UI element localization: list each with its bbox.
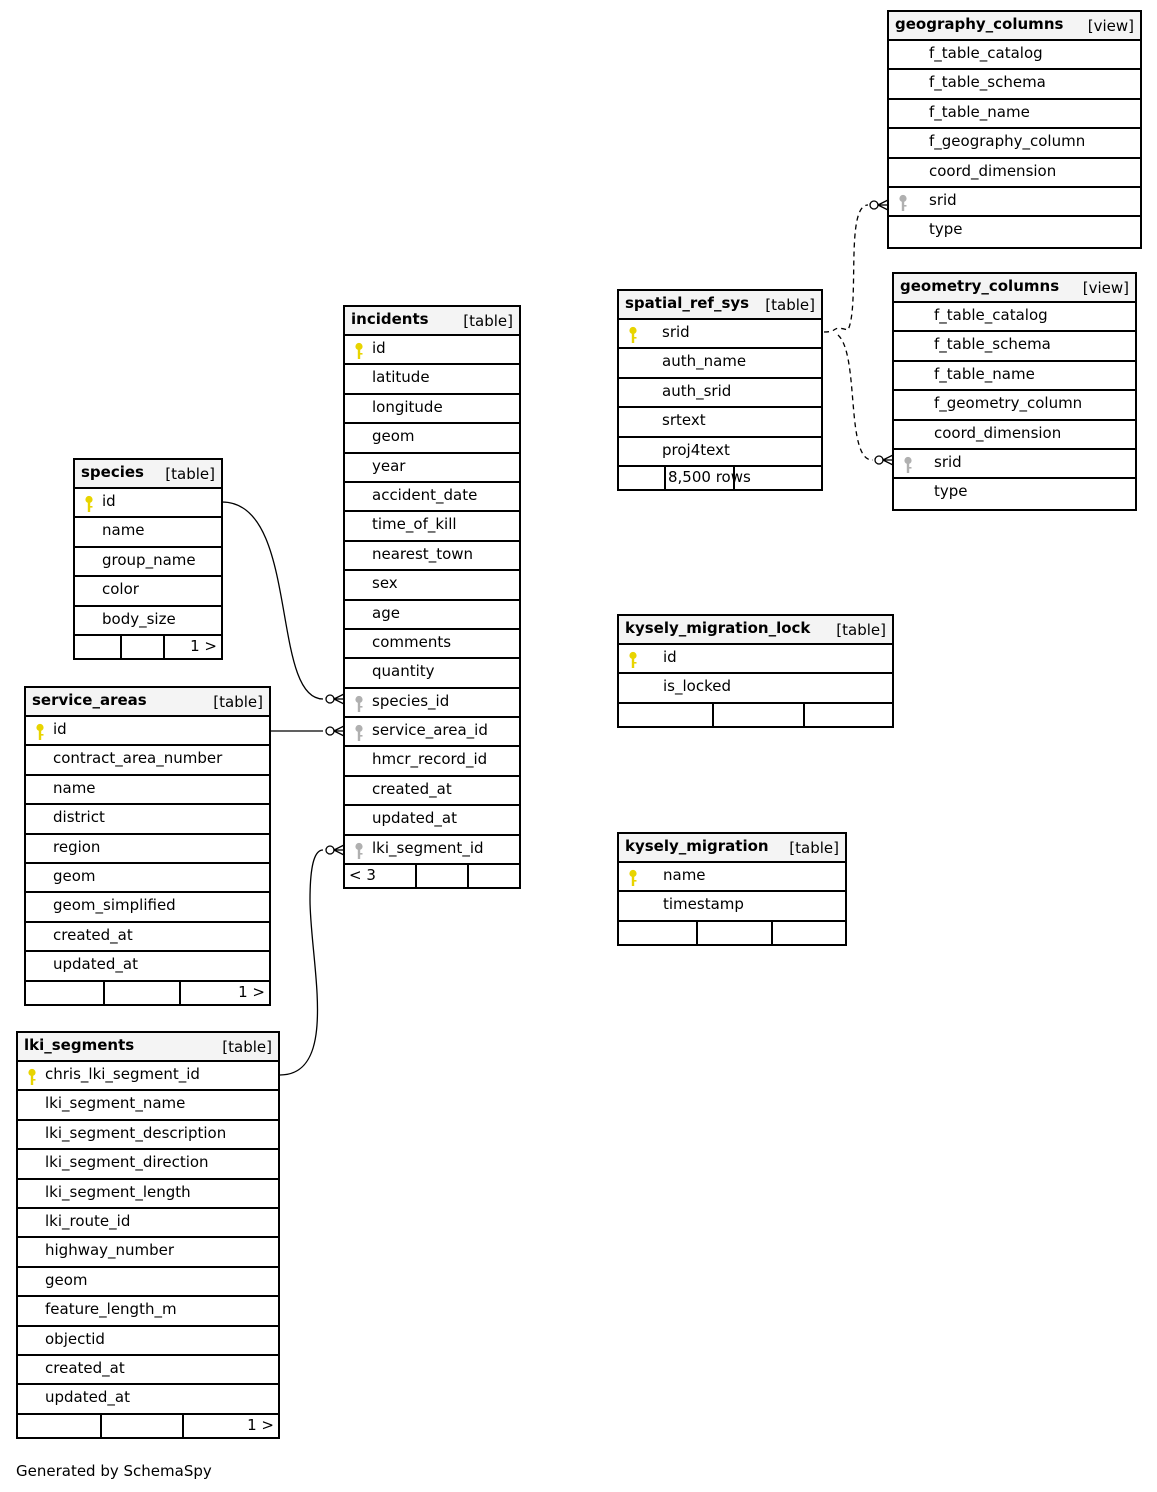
foreign-key-icon [898, 194, 908, 212]
column-name: created_at [45, 1358, 125, 1377]
column-row [894, 450, 1135, 479]
table-service-areas [24, 686, 271, 1006]
primary-key-icon [27, 1068, 37, 1086]
column-name: service_area_id [372, 721, 488, 740]
table-name: geometry_columns [900, 277, 1060, 295]
column-row [889, 217, 1140, 246]
column-name: f_table_schema [929, 73, 1046, 92]
column-row [619, 645, 892, 674]
column-row [345, 836, 519, 865]
table-footer [619, 704, 892, 726]
column-name: lki_segment_direction [45, 1153, 209, 1172]
foreign-key-icon [903, 456, 913, 474]
column-name: region [53, 837, 101, 856]
primary-key-icon [628, 326, 638, 344]
table-name: spatial_ref_sys [625, 294, 750, 312]
column-name: f_table_name [934, 364, 1035, 383]
column-row [26, 864, 269, 893]
footer-children: 1 > [238, 982, 265, 1001]
column-row [18, 1062, 278, 1091]
table-header [75, 460, 221, 489]
column-name: f_geometry_column [934, 394, 1083, 413]
column-name: updated_at [53, 955, 138, 974]
column-row [619, 438, 821, 467]
table-header [18, 1033, 278, 1062]
column-row [345, 601, 519, 630]
footer-parents: < 3 [349, 866, 376, 885]
crows-foot-geography-srid [870, 200, 888, 210]
column-name: f_geography_column [929, 132, 1086, 151]
column-row [894, 362, 1135, 391]
column-row [26, 835, 269, 864]
column-row [889, 188, 1140, 217]
table-name: service_areas [32, 691, 147, 709]
primary-key-icon [628, 869, 638, 887]
column-row [18, 1385, 278, 1414]
column-name: highway_number [45, 1241, 175, 1260]
column-row [894, 479, 1135, 508]
table-footer [345, 865, 519, 887]
column-row [18, 1238, 278, 1267]
edge-spatial-ref-geometry [838, 335, 873, 460]
column-row [619, 892, 845, 921]
foreign-key-icon [354, 724, 364, 742]
table-header [26, 688, 269, 717]
crows-foot-geometry-srid [875, 455, 893, 465]
table-kind: [view] [1087, 17, 1134, 35]
column-row [619, 863, 845, 892]
column-row [18, 1180, 278, 1209]
column-name: chris_lki_segment_id [45, 1065, 200, 1083]
table-kind: [table] [765, 296, 815, 314]
column-name: geom_simplified [53, 896, 176, 915]
column-row [345, 424, 519, 453]
table-header [619, 291, 821, 320]
table-name: species [81, 463, 144, 481]
table-footer [18, 1415, 278, 1437]
column-row [889, 159, 1140, 188]
column-name: age [372, 603, 400, 622]
column-name: updated_at [372, 809, 457, 828]
column-name: time_of_kill [372, 515, 457, 534]
column-name: sex [372, 574, 398, 593]
column-name: lki_segment_id [372, 838, 484, 857]
column-name: id [53, 720, 67, 738]
column-row [345, 512, 519, 541]
column-row [345, 718, 519, 747]
column-row [26, 746, 269, 775]
table-footer [619, 467, 821, 489]
column-row [619, 674, 892, 703]
column-name: id [102, 492, 116, 510]
column-name: year [372, 456, 406, 475]
column-name: f_table_schema [934, 335, 1051, 354]
column-name: nearest_town [372, 544, 474, 563]
column-row [75, 548, 221, 577]
column-name: geom [372, 427, 415, 446]
table-kind: [table] [836, 621, 886, 639]
column-row [75, 577, 221, 606]
table-species [73, 458, 223, 660]
column-row [619, 320, 821, 349]
column-name: timestamp [663, 895, 744, 914]
column-name: name [102, 521, 145, 540]
column-row [18, 1209, 278, 1238]
column-row [894, 332, 1135, 361]
column-row [894, 421, 1135, 450]
table-footer [26, 982, 269, 1004]
column-row [889, 100, 1140, 129]
column-row [345, 336, 519, 365]
column-row [619, 379, 821, 408]
column-name: created_at [53, 925, 133, 944]
column-row [26, 717, 269, 746]
column-name: group_name [102, 550, 196, 569]
footer-children: 1 > [190, 636, 217, 655]
table-header [619, 616, 892, 645]
column-name: name [663, 866, 706, 884]
table-kysely-migration [617, 832, 847, 946]
column-row [18, 1356, 278, 1385]
column-name: body_size [102, 609, 176, 628]
column-name: contract_area_number [53, 749, 223, 768]
column-name: comments [372, 632, 452, 651]
crows-foot-species-id [326, 694, 344, 704]
column-row [619, 408, 821, 437]
generated-by-credit: Generated by SchemaSpy [16, 1462, 212, 1480]
table-kind: [table] [222, 1038, 272, 1056]
column-row [894, 303, 1135, 332]
table-kind: [table] [213, 693, 263, 711]
column-name: coord_dimension [934, 423, 1062, 442]
column-name: srid [929, 190, 957, 209]
column-name: latitude [372, 368, 430, 387]
column-name: color [102, 580, 139, 599]
table-name: kysely_migration_lock [625, 619, 811, 637]
column-name: name [53, 778, 96, 797]
column-name: id [372, 339, 386, 357]
column-name: feature_length_m [45, 1300, 177, 1319]
table-lki-segments [16, 1031, 280, 1439]
column-name: created_at [372, 779, 452, 798]
column-row [18, 1121, 278, 1150]
column-name: species_id [372, 691, 450, 710]
column-row [75, 607, 221, 636]
table-geography-columns [887, 10, 1142, 249]
footer-rows: 8,500 rows [668, 467, 751, 486]
column-name: f_table_catalog [934, 306, 1048, 324]
column-name: proj4text [662, 440, 730, 459]
table-incidents [343, 305, 521, 889]
column-row [889, 41, 1140, 70]
column-row [345, 483, 519, 512]
footer-children: 1 > [247, 1415, 274, 1434]
table-geometry-columns [892, 272, 1137, 511]
foreign-key-icon [354, 842, 364, 860]
table-name: incidents [351, 310, 429, 328]
column-row [345, 747, 519, 776]
column-name: srtext [662, 411, 706, 430]
primary-key-icon [35, 723, 45, 741]
column-name: id [663, 648, 677, 666]
column-name: f_table_name [929, 102, 1030, 121]
table-name: lki_segments [24, 1036, 135, 1054]
primary-key-icon [84, 495, 94, 513]
column-name: type [929, 220, 963, 239]
column-row [18, 1150, 278, 1179]
column-name: lki_segment_length [45, 1182, 191, 1201]
column-row [75, 489, 221, 518]
table-header [345, 307, 519, 336]
edge-species-incidents [222, 502, 323, 699]
column-name: hmcr_record_id [372, 750, 488, 769]
crows-foot-service-area-id [326, 726, 344, 736]
table-header [889, 12, 1140, 41]
table-name: kysely_migration [625, 837, 769, 855]
column-row [18, 1268, 278, 1297]
column-name: auth_name [662, 352, 747, 371]
column-name: srid [662, 323, 690, 341]
table-kind: [table] [165, 465, 215, 483]
column-row [18, 1297, 278, 1326]
column-row [345, 659, 519, 688]
table-kind: [view] [1082, 279, 1129, 297]
column-name: is_locked [663, 677, 731, 696]
column-row [345, 542, 519, 571]
column-name: auth_srid [662, 381, 732, 400]
column-row [26, 923, 269, 952]
column-row [345, 365, 519, 394]
column-name: geom [53, 866, 96, 885]
column-row [345, 777, 519, 806]
column-row [894, 391, 1135, 420]
column-name: lki_segment_name [45, 1094, 186, 1113]
column-row [18, 1327, 278, 1356]
table-spatial-ref-sys [617, 289, 823, 491]
crows-foot-lki-segment-id [326, 845, 344, 855]
column-name: lki_route_id [45, 1211, 131, 1230]
column-name: type [934, 482, 968, 501]
edge-lki-segments-incidents [280, 850, 323, 1075]
column-row [75, 518, 221, 547]
primary-key-icon [354, 342, 364, 360]
column-row [619, 349, 821, 378]
column-row [345, 689, 519, 718]
column-name: quantity [372, 662, 435, 681]
column-row [345, 571, 519, 600]
column-name: longitude [372, 397, 443, 416]
column-name: f_table_catalog [929, 44, 1043, 62]
column-row [26, 805, 269, 834]
foreign-key-icon [354, 695, 364, 713]
column-name: lki_segment_description [45, 1123, 227, 1142]
edge-spatial-ref-geography [824, 205, 868, 332]
column-name: objectid [45, 1329, 105, 1348]
column-row [345, 395, 519, 424]
column-name: accident_date [372, 485, 478, 504]
table-kysely-migration-lock [617, 614, 894, 728]
column-row [345, 630, 519, 659]
column-name: district [53, 808, 105, 827]
table-header [619, 834, 845, 863]
column-row [26, 893, 269, 922]
table-kind: [table] [789, 839, 839, 857]
column-row [345, 806, 519, 835]
table-name: geography_columns [895, 15, 1064, 33]
primary-key-icon [628, 651, 638, 669]
column-name: srid [934, 452, 962, 471]
column-row [345, 454, 519, 483]
table-footer [619, 922, 845, 944]
column-row [26, 952, 269, 981]
column-row [889, 129, 1140, 158]
table-footer [75, 636, 221, 658]
table-kind: [table] [463, 312, 513, 330]
column-row [889, 70, 1140, 99]
column-name: updated_at [45, 1388, 130, 1407]
column-row [18, 1091, 278, 1120]
column-name: coord_dimension [929, 161, 1057, 180]
column-name: geom [45, 1270, 88, 1289]
column-row [26, 776, 269, 805]
table-header [894, 274, 1135, 303]
